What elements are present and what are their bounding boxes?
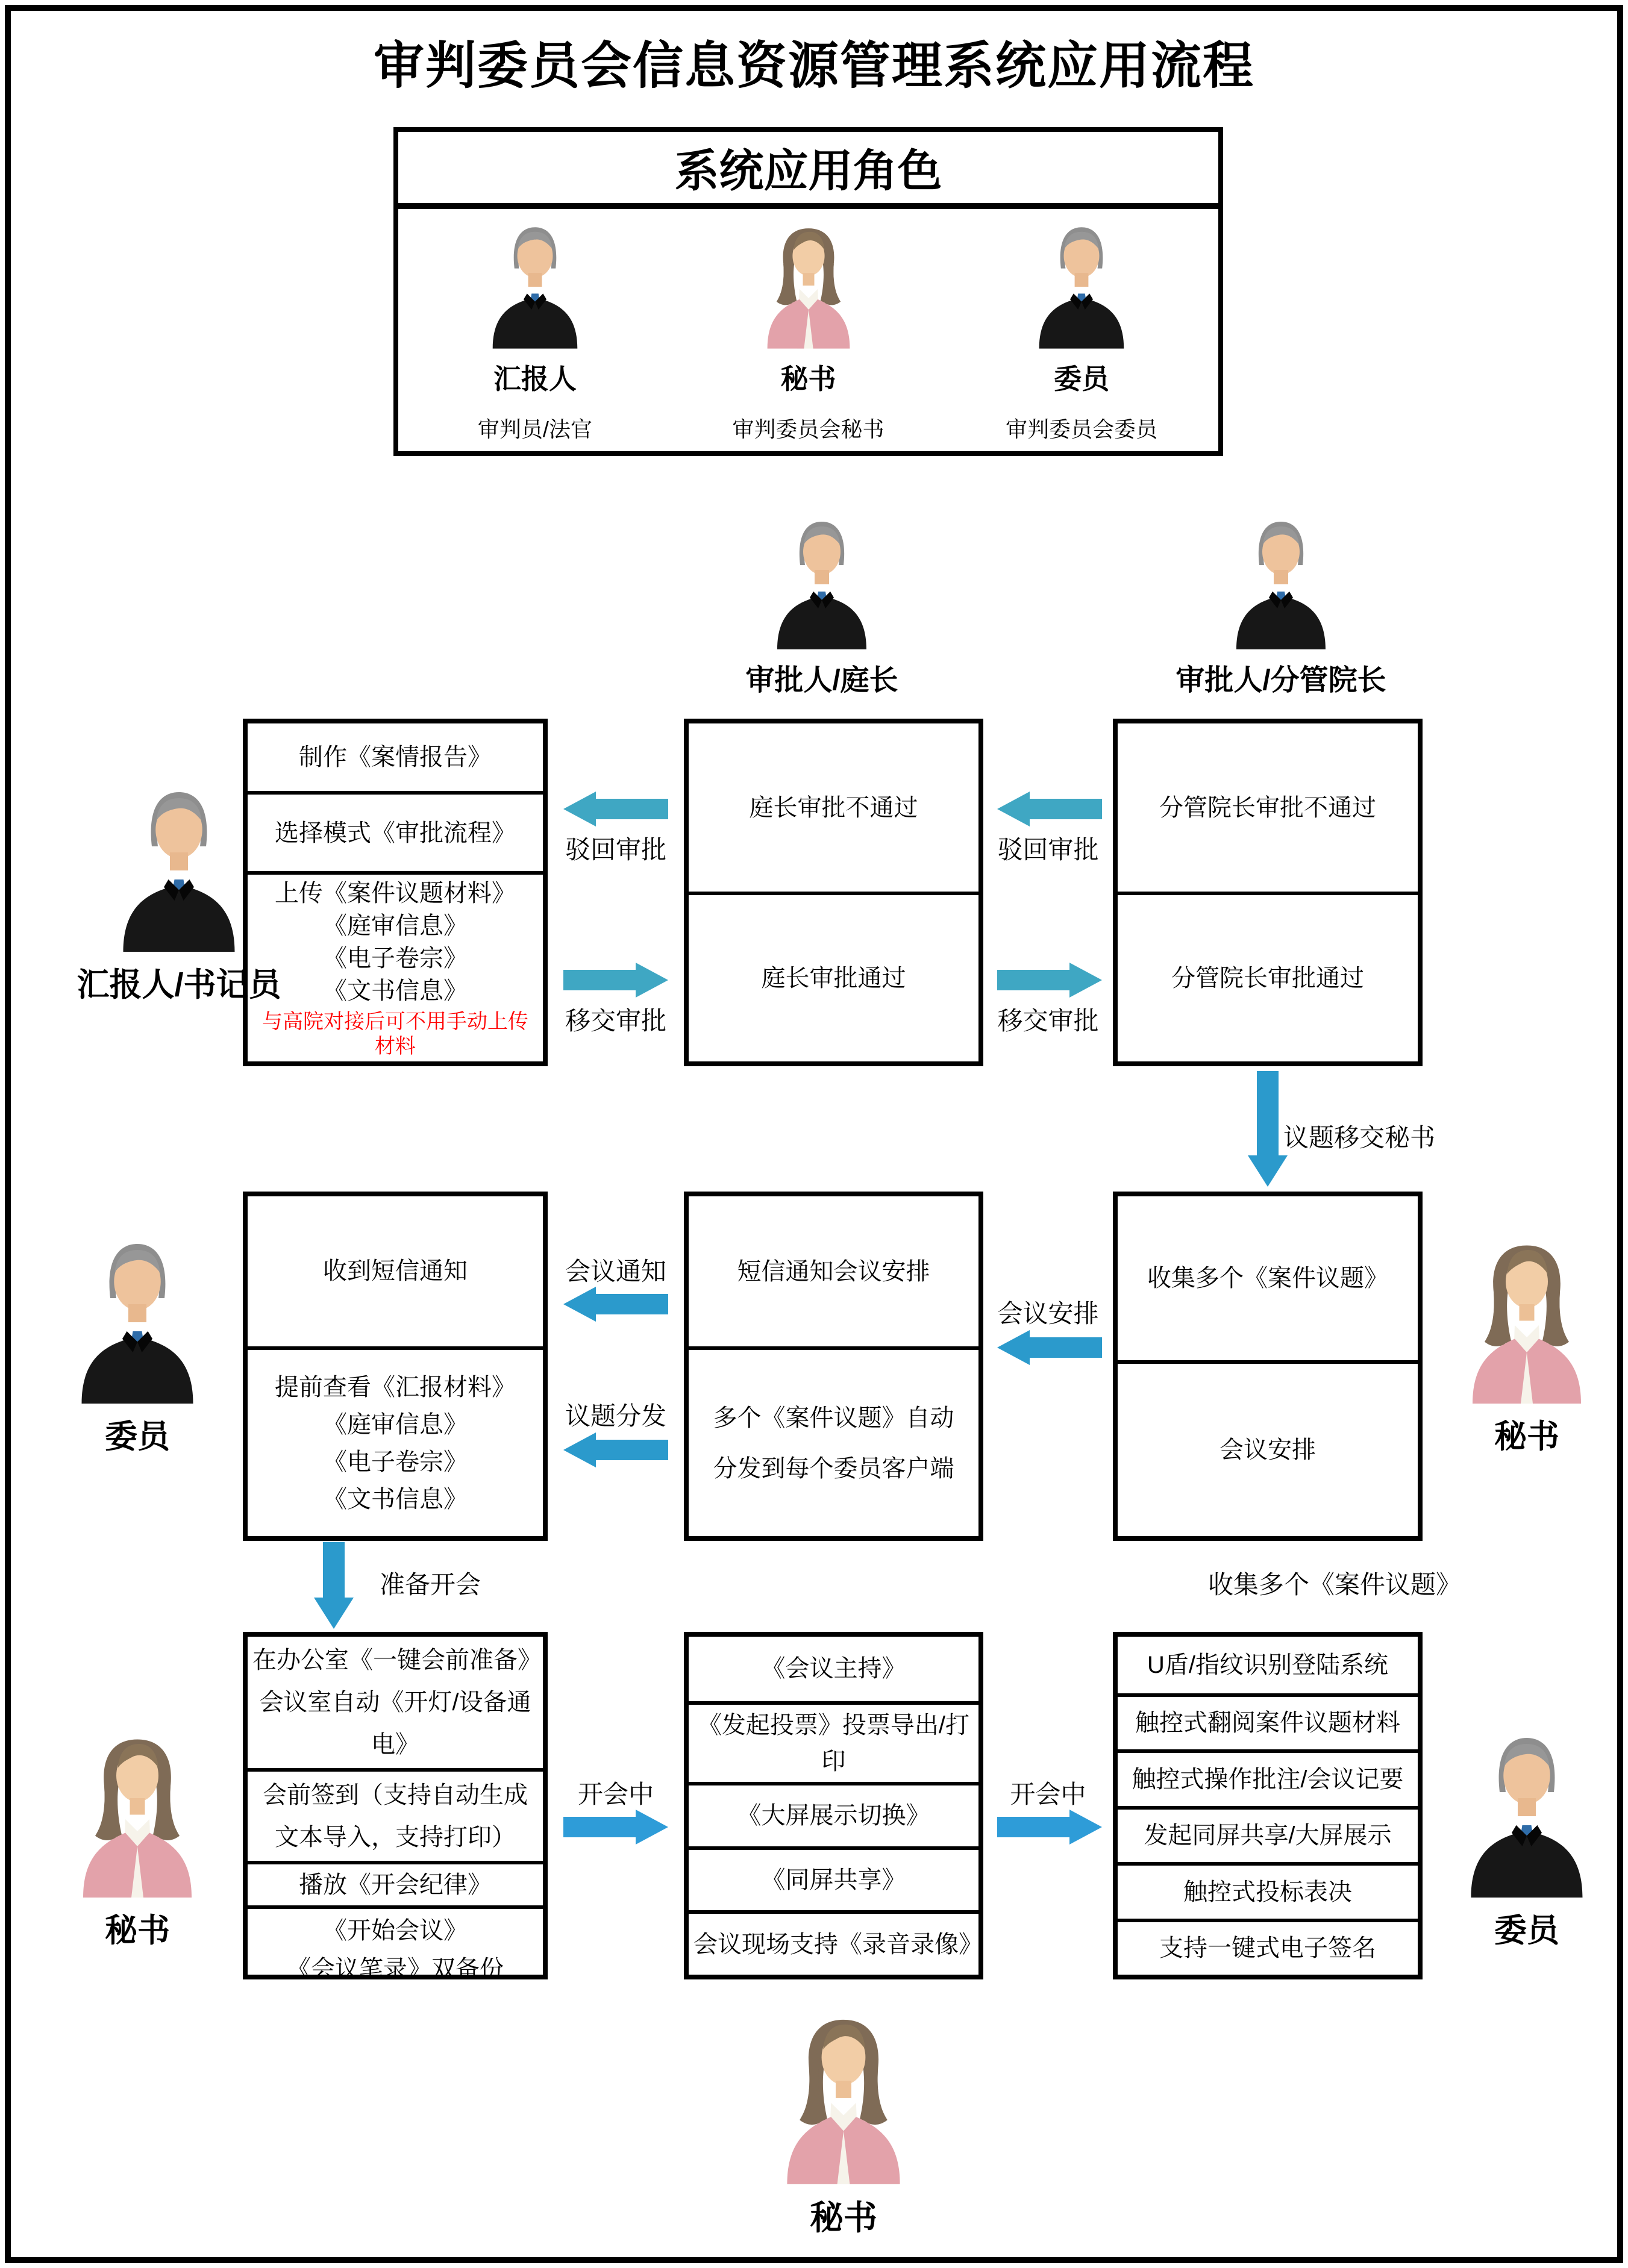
role-figure-reporter	[398, 209, 672, 450]
flow-step	[689, 1637, 978, 1701]
arrow-label: 会议安排	[997, 1299, 1099, 1328]
flow-step	[689, 1782, 978, 1846]
flow-step-text: 《电子卷宗》	[323, 1448, 468, 1475]
figure-label: 秘书	[105, 1913, 170, 1949]
right-arrow-icon	[563, 963, 668, 998]
row1-chief-judge-box	[684, 719, 983, 1066]
roles-panel-header: 系统应用角色	[398, 132, 1218, 209]
flow-step-text: 《大屏展示切换》	[737, 1802, 930, 1829]
flow-step	[1118, 1806, 1418, 1863]
figure-label: 秘书	[1494, 1419, 1559, 1455]
flow-step	[1118, 1693, 1418, 1750]
role-figure-member	[945, 209, 1218, 450]
male-person-icon	[478, 225, 592, 349]
flow-step	[1118, 1360, 1418, 1536]
row3-secretary-box	[243, 1632, 548, 1982]
flow-step-text: 文本导入，支持打印）	[275, 1824, 516, 1851]
flow-step-text: 《发起投票》投票导出/打印	[697, 1711, 970, 1775]
approver-label: 审批人/庭长	[745, 664, 898, 696]
flow-step-text: 上传《案件议题材料》	[275, 880, 516, 907]
flow-step-text: 会议室自动《开灯/设备通电》	[259, 1689, 531, 1758]
male-person-icon	[762, 519, 882, 649]
figure-label: 秘书	[810, 2199, 877, 2237]
flow-step-text: 触控式翻阅案件议题材料	[1135, 1710, 1400, 1737]
flow-step	[248, 1768, 543, 1861]
row2-member-figure	[59, 1241, 216, 1457]
flow-step-text: 播放《开会纪律》	[299, 1872, 492, 1898]
role-figure-secretary	[672, 209, 945, 450]
arrow-label: 议题移交秘书	[1283, 1123, 1436, 1152]
flow-step-text: 收到短信通知	[323, 1258, 468, 1285]
flow-step	[689, 892, 978, 1061]
flow-step	[248, 1346, 543, 1536]
approver-label: 审批人/分管院长	[1176, 664, 1386, 696]
flow-step	[689, 1196, 978, 1346]
flow-step-text: 会议现场支持《录音录像》	[693, 1931, 983, 1958]
flow-step-text: 《会议笔录》双备份	[287, 1956, 504, 1982]
flow-step	[248, 723, 543, 791]
flow-step-text: 分管院长审批通过	[1171, 965, 1364, 992]
role-desc: 审判委员会委员	[1006, 417, 1158, 442]
left-arrow-icon	[563, 1287, 668, 1322]
flow-step-text: 制作《案情报告》	[299, 744, 492, 771]
row2-secretary-figure	[1448, 1241, 1605, 1457]
flow-step	[689, 723, 978, 892]
figure-label: 委员	[105, 1419, 170, 1455]
flow-step-text: 收集多个《案件议题》	[1147, 1265, 1388, 1292]
flow-step-text: 支持一键式电子签名	[1159, 1935, 1376, 1962]
flow-step	[248, 1861, 543, 1905]
red-note-text: 与高院对接后可不用手动上传材料	[262, 1010, 528, 1058]
flow-step-text: 《庭审信息》	[323, 913, 468, 940]
flow-step	[689, 1910, 983, 1975]
row3-member-figure	[1448, 1735, 1605, 1951]
row3-host-box	[684, 1632, 983, 1979]
row2-member-box	[243, 1192, 548, 1541]
flow-step-text: 发起同屏共享/大屏展示	[1144, 1822, 1392, 1849]
female-person-icon	[751, 225, 866, 349]
flow-step-text: 在办公室《一键会前准备》	[252, 1647, 542, 1673]
arrow-label: 准备开会	[380, 1570, 481, 1599]
flow-step-text: 多个《案件议题》自动	[713, 1404, 954, 1431]
role-name: 委员	[1054, 363, 1110, 395]
figure-label: 委员	[1494, 1913, 1559, 1949]
female-person-icon	[765, 2015, 922, 2184]
flow-step	[689, 1701, 978, 1782]
down-arrow-icon	[314, 1542, 354, 1629]
left-arrow-icon	[563, 792, 668, 826]
row2-collect-box	[1113, 1192, 1423, 1541]
flow-step	[689, 1346, 978, 1536]
male-person-icon	[1024, 225, 1139, 349]
left-arrow-icon	[997, 792, 1102, 826]
flow-step	[248, 1196, 543, 1346]
male-person-icon	[1221, 519, 1341, 649]
arrow-label: 开会中	[577, 1780, 654, 1808]
flow-step-text: 《文书信息》	[323, 1485, 468, 1513]
arrow-label: 驳回审批	[565, 836, 666, 864]
row1-vice-president-box	[1113, 719, 1423, 1066]
left-arrow-icon	[563, 1432, 668, 1467]
arrow-label: 移交审批	[997, 1007, 1099, 1035]
flow-step	[1118, 1196, 1418, 1360]
left-arrow-icon	[997, 1330, 1102, 1365]
roles-panel	[393, 127, 1223, 456]
flow-step-text: 选择模式《审批流程》	[275, 819, 516, 846]
flow-step	[1118, 1919, 1418, 1975]
female-person-icon	[1451, 1241, 1602, 1404]
female-person-icon	[62, 1735, 213, 1898]
role-name: 秘书	[780, 363, 836, 395]
flow-step-text: 《电子卷宗》	[323, 945, 468, 972]
flow-step-text: U盾/指纹识别登陆系统	[1147, 1651, 1388, 1678]
down-arrow-icon	[1248, 1071, 1288, 1187]
flow-step-text: 庭长审批不通过	[749, 794, 918, 821]
arrow-label: 驳回审批	[997, 836, 1099, 864]
flow-step-text: 《开始会议》	[323, 1917, 468, 1944]
flow-step-text: 分发到每个委员客户端	[713, 1455, 954, 1482]
arrow-label: 开会中	[1010, 1780, 1086, 1808]
roles-row	[398, 209, 1218, 450]
bottom-secretary-figure	[762, 2015, 925, 2240]
row3-member-box	[1113, 1632, 1423, 1979]
flow-step-text: 会议安排	[1219, 1437, 1316, 1464]
flow-step	[248, 1637, 543, 1768]
male-person-icon	[1451, 1735, 1602, 1898]
row2-secretary-box	[684, 1192, 983, 1541]
flow-step	[1118, 1862, 1418, 1919]
role-desc: 审判委员会秘书	[732, 417, 884, 442]
male-person-icon	[104, 789, 254, 952]
arrow-label: 议题分发	[565, 1402, 666, 1430]
flow-step-text: 《文书信息》	[323, 978, 468, 1005]
page-title: 审判委员会信息资源管理系统应用流程	[373, 37, 1254, 94]
role-name: 汇报人	[493, 363, 577, 395]
approver-figure-chief-judge	[725, 519, 918, 698]
flow-step	[1118, 723, 1418, 892]
flow-step	[1118, 892, 1418, 1061]
reporter-figure	[46, 789, 312, 1005]
figure-label: 汇报人/书记员	[77, 967, 281, 1003]
right-arrow-icon	[997, 1810, 1102, 1845]
right-arrow-icon	[563, 1810, 668, 1845]
flow-step	[248, 1905, 543, 1991]
flow-step	[689, 1846, 978, 1911]
arrow-label: 移交审批	[565, 1007, 666, 1035]
flow-step-text: 会前签到（支持自动生成	[263, 1782, 528, 1808]
flow-step	[1118, 1749, 1418, 1806]
approver-figure-vice-president	[1176, 519, 1386, 698]
flow-step-text: 触控式操作批注/会议记要	[1132, 1766, 1404, 1793]
flow-step	[1118, 1637, 1418, 1693]
flow-step-text: 触控式投标表决	[1183, 1878, 1352, 1905]
collect-topics-label: 收集多个《案件议题》	[1208, 1570, 1462, 1599]
male-person-icon	[62, 1241, 213, 1404]
right-arrow-icon	[997, 963, 1102, 998]
flow-step-text: 提前查看《汇报材料》	[275, 1373, 516, 1401]
flow-step-text: 《同屏共享》	[761, 1866, 906, 1893]
flow-step-text: 《庭审信息》	[323, 1411, 468, 1438]
role-desc: 审判员/法官	[477, 417, 592, 442]
row3-secretary-figure	[59, 1735, 216, 1951]
flow-step-text: 分管院长审批不通过	[1159, 794, 1376, 821]
flow-step-text: 短信通知会议安排	[737, 1258, 930, 1285]
flow-step-text: 《会议主持》	[761, 1655, 906, 1682]
flow-step-text: 庭长审批通过	[761, 965, 906, 992]
arrow-label: 会议通知	[565, 1257, 666, 1286]
